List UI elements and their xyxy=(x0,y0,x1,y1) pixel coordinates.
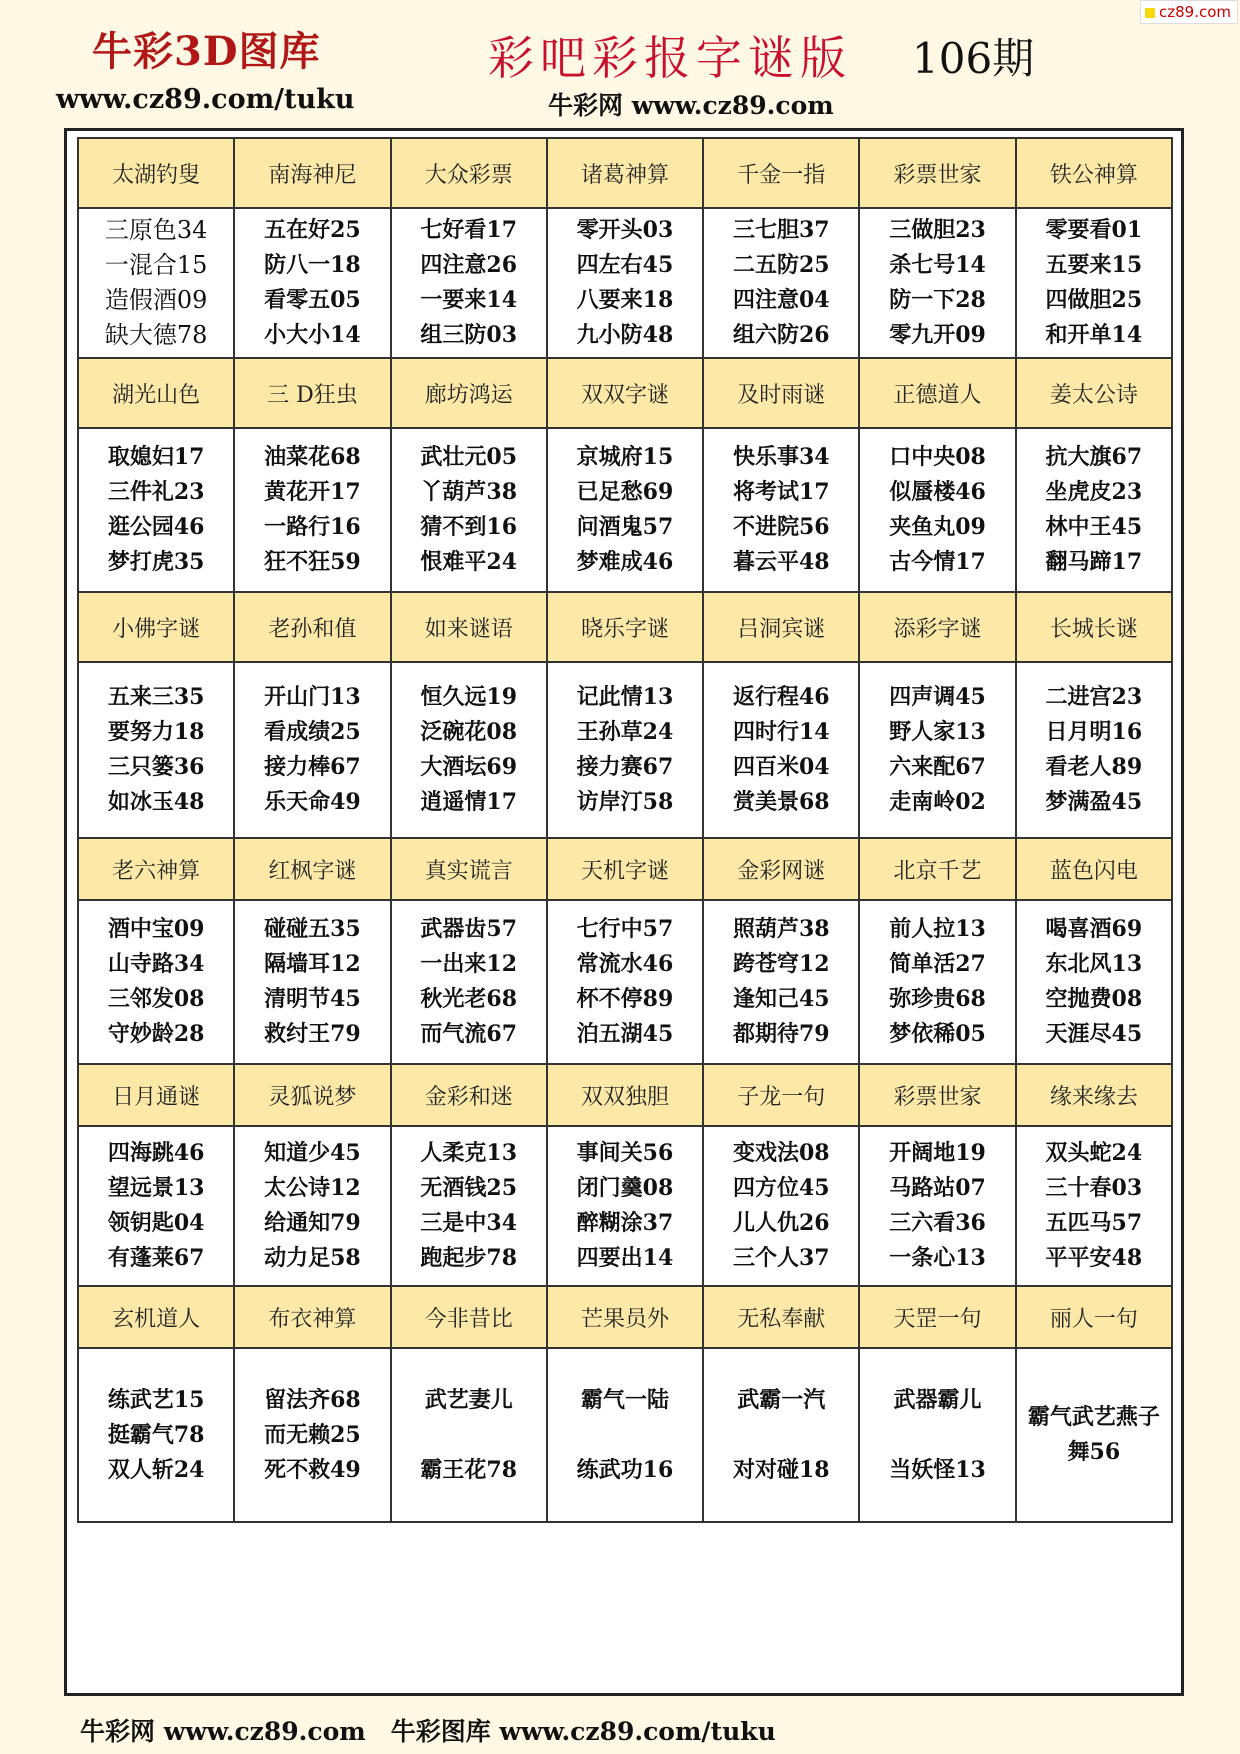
clue-line: 夹鱼丸09 xyxy=(889,514,986,540)
clue-line: 隔墙耳12 xyxy=(264,951,361,977)
clue-line: 口中央08 xyxy=(889,444,986,470)
clue-line: 取媳妇17 xyxy=(107,444,205,470)
column-header: 廊坊鸿运 xyxy=(391,358,547,428)
clue-line: 梦依稀05 xyxy=(889,1021,986,1047)
clue-line: 留法齐68 xyxy=(264,1386,361,1413)
clue-line: 三做胆23 xyxy=(889,217,986,243)
clue-line: 逛公园46 xyxy=(107,514,205,540)
clue-line: 恒久远19 xyxy=(420,684,518,710)
column-header: 千金一指 xyxy=(703,138,859,208)
clue-line: 防一下28 xyxy=(889,287,986,313)
clue-line: 三只篓36 xyxy=(107,754,205,780)
clue-line: 梦难成46 xyxy=(576,549,674,575)
clue-cell xyxy=(391,1348,547,1522)
clue-cell xyxy=(703,900,859,1064)
clue-line: 林中王45 xyxy=(1045,514,1143,540)
clue-line: 开山门13 xyxy=(264,684,361,710)
clue-line: 山寺路34 xyxy=(107,951,205,977)
clue-line: 小大小14 xyxy=(264,322,361,348)
column-header: 小佛字谜 xyxy=(78,592,234,662)
column-header: 蓝色闪电 xyxy=(1016,838,1172,900)
header-row xyxy=(78,1286,1172,1348)
clue-line: 一要来14 xyxy=(420,287,518,313)
header-row xyxy=(78,1064,1172,1126)
column-header: 金彩和迷 xyxy=(391,1064,547,1126)
clue-line: 守妙龄28 xyxy=(107,1021,205,1047)
clue-line: 三邻发08 xyxy=(107,986,205,1012)
header-row xyxy=(78,838,1172,900)
column-header: 添彩字谜 xyxy=(859,592,1015,662)
clue-line: 双头蛇24 xyxy=(1045,1140,1143,1166)
clue-line: 杀七号14 xyxy=(889,252,986,278)
column-header: 吕洞宾谜 xyxy=(703,592,859,662)
clue-row xyxy=(78,1348,1172,1522)
clue-cell xyxy=(703,1348,859,1522)
clue-line: 而无赖25 xyxy=(264,1421,361,1448)
clue-line: 王孙草24 xyxy=(576,719,674,745)
clue-line: 不进院56 xyxy=(732,514,830,540)
clue-cell xyxy=(78,900,234,1064)
clue-line: 大酒坛69 xyxy=(420,754,518,780)
clue-line: 组三防03 xyxy=(420,322,518,348)
column-header: 老孙和值 xyxy=(234,592,390,662)
clue-line xyxy=(704,1418,858,1453)
clue-cell xyxy=(547,208,703,358)
clue-cell xyxy=(234,1348,390,1522)
column-header: 南海神尼 xyxy=(234,138,390,208)
clue-line: 有蓬莱67 xyxy=(107,1245,205,1271)
issue-number: 106期 xyxy=(912,34,1035,83)
clue-line: 乐天命49 xyxy=(264,789,361,815)
site-badge[interactable] xyxy=(1140,0,1238,24)
clue-line: 练武艺15 xyxy=(107,1386,205,1413)
column-header: 正德道人 xyxy=(859,358,1015,428)
clue-line: 霸王花78 xyxy=(420,1456,518,1483)
clue-line: 看老人89 xyxy=(1045,754,1143,780)
brand-title: 牛彩3D图库 xyxy=(92,28,321,75)
column-header: 湖光山色 xyxy=(78,358,234,428)
clue-line: 京城府15 xyxy=(576,444,674,470)
clue-line xyxy=(860,1418,1014,1453)
column-header: 玄机道人 xyxy=(78,1286,234,1348)
clue-line: 黄花开17 xyxy=(264,479,361,505)
clue-cell xyxy=(1016,1348,1172,1522)
clue-line: 儿人仇26 xyxy=(732,1210,830,1236)
clue-line: 开阔地19 xyxy=(889,1140,986,1166)
clue-cell xyxy=(547,1126,703,1286)
clue-cell xyxy=(859,428,1015,592)
clue-line: 野人家13 xyxy=(889,719,986,745)
clue-line: 一出来12 xyxy=(420,951,518,977)
clue-line: 一混合15 xyxy=(104,251,208,279)
clue-cell xyxy=(547,900,703,1064)
clue-line: 太公诗12 xyxy=(264,1175,361,1201)
clue-line: 接力赛67 xyxy=(576,754,674,780)
column-header: 无私奉献 xyxy=(703,1286,859,1348)
clue-line: 四时行14 xyxy=(732,719,830,745)
column-header: 红枫字谜 xyxy=(234,838,390,900)
clue-line: 一条心13 xyxy=(889,1245,986,1271)
clue-line: 翻马蹄17 xyxy=(1045,549,1143,575)
clue-line: 霸气武艺燕子 xyxy=(1027,1404,1160,1430)
clue-line: 梦打虎35 xyxy=(107,549,205,575)
column-header: 灵狐说梦 xyxy=(234,1064,390,1126)
column-header: 彩票世家 xyxy=(859,1064,1015,1126)
clue-line: 八要来18 xyxy=(576,287,674,313)
clue-line: 前人拉13 xyxy=(889,916,986,942)
column-header: 金彩网谜 xyxy=(703,838,859,900)
clue-line: 四做胆25 xyxy=(1045,287,1143,313)
brand-url[interactable]: www.cz89.com/tuku xyxy=(56,84,355,115)
column-header: 铁公神算 xyxy=(1016,138,1172,208)
clue-line: 似蜃楼46 xyxy=(889,479,986,505)
clue-line: 记此情13 xyxy=(576,684,674,710)
clue-line: 防八一18 xyxy=(264,252,361,278)
clue-cell xyxy=(859,662,1015,838)
clue-cell xyxy=(78,428,234,592)
column-header: 长城长谜 xyxy=(1016,592,1172,662)
column-header: 晓乐字谜 xyxy=(547,592,703,662)
clue-line: 跨苍穹12 xyxy=(732,951,830,977)
clue-line: 霸气一陆 xyxy=(580,1386,669,1413)
clue-line: 清明节45 xyxy=(264,986,361,1012)
column-header: 天机字谜 xyxy=(547,838,703,900)
column-header: 北京千艺 xyxy=(859,838,1015,900)
column-header: 双双字谜 xyxy=(547,358,703,428)
clue-line: 知道少45 xyxy=(264,1140,361,1166)
column-header: 及时雨谜 xyxy=(703,358,859,428)
column-header: 真实谎言 xyxy=(391,838,547,900)
clue-line: 五要来15 xyxy=(1045,252,1143,278)
clue-line: 弥珍贵68 xyxy=(889,986,986,1012)
clue-line: 四注意26 xyxy=(420,252,518,278)
clue-line: 三六看36 xyxy=(889,1210,986,1236)
yellow-square-icon xyxy=(1145,8,1155,18)
clue-line: 练武功16 xyxy=(576,1456,674,1483)
clue-line: 给通知79 xyxy=(264,1210,361,1236)
footer: 牛彩网 www.cz89.com 牛彩图库 www.cz89.com/tuku xyxy=(80,1717,776,1746)
clue-line: 而气流67 xyxy=(420,1021,518,1047)
clue-cell xyxy=(859,900,1015,1064)
site-badge-text: cz89.com xyxy=(1158,3,1231,21)
site-url[interactable]: 牛彩网 www.cz89.com xyxy=(548,91,834,120)
clue-line: 暮云平48 xyxy=(732,549,830,575)
clue-line: 天涯尽45 xyxy=(1045,1021,1143,1047)
clue-line: 三原色34 xyxy=(104,216,208,244)
clue-line: 访岸汀58 xyxy=(576,789,674,815)
clue-cell xyxy=(391,208,547,358)
clue-cell xyxy=(1016,1126,1172,1286)
clue-line: 三十春03 xyxy=(1045,1175,1143,1201)
clue-line: 三是中34 xyxy=(420,1210,518,1236)
clue-line: 抗大旗67 xyxy=(1045,444,1143,470)
column-header: 布衣神算 xyxy=(234,1286,390,1348)
clue-line: 四要出14 xyxy=(576,1245,674,1271)
clue-cell xyxy=(391,428,547,592)
clue-line: 泊五湖45 xyxy=(576,1021,674,1047)
header-row xyxy=(78,358,1172,428)
clue-line: 将考试17 xyxy=(732,479,830,505)
column-header: 日月通谜 xyxy=(78,1064,234,1126)
clue-line: 组六防26 xyxy=(732,322,830,348)
clue-line: 快乐事34 xyxy=(732,444,830,470)
clue-cell xyxy=(234,208,390,358)
column-header: 太湖钓叟 xyxy=(78,138,234,208)
column-header: 三 D狂虫 xyxy=(234,358,390,428)
clue-cell xyxy=(1016,662,1172,838)
clue-line: 事间关56 xyxy=(576,1140,674,1166)
clue-line: 碰碰五35 xyxy=(264,916,361,942)
clue-cell xyxy=(547,1348,703,1522)
clue-line: 梦满盈45 xyxy=(1045,789,1143,815)
clue-line: 走南岭02 xyxy=(889,789,986,815)
column-header: 缘来缘去 xyxy=(1016,1064,1172,1126)
clue-cell xyxy=(391,662,547,838)
column-header: 大众彩票 xyxy=(391,138,547,208)
clue-line: 舞56 xyxy=(1067,1439,1121,1465)
clue-line: 对对碰18 xyxy=(732,1456,830,1483)
clue-line: 无酒钱25 xyxy=(420,1175,518,1201)
column-header: 老六神算 xyxy=(78,838,234,900)
clue-line: 空抛费08 xyxy=(1045,986,1143,1012)
clue-cell xyxy=(234,900,390,1064)
clue-line: 看成绩25 xyxy=(264,719,361,745)
column-header: 如来谜语 xyxy=(391,592,547,662)
clue-line: 二进宫23 xyxy=(1045,684,1143,710)
clue-line: 简单活27 xyxy=(889,951,986,977)
clue-cell xyxy=(547,662,703,838)
column-header: 今非昔比 xyxy=(391,1286,547,1348)
clue-cell xyxy=(859,1348,1015,1522)
clue-line: 武艺妻儿 xyxy=(424,1386,513,1413)
clue-line: 已足愁69 xyxy=(576,479,674,505)
column-header: 诸葛神算 xyxy=(547,138,703,208)
column-header: 姜太公诗 xyxy=(1016,358,1172,428)
clue-line: 看零五05 xyxy=(264,287,361,313)
clue-cell xyxy=(703,208,859,358)
clue-cell xyxy=(859,1126,1015,1286)
clue-line: 四方位45 xyxy=(732,1175,830,1201)
clue-line: 零开头03 xyxy=(576,217,674,243)
clue-line: 都期待79 xyxy=(732,1021,830,1047)
clue-line: 照葫芦38 xyxy=(732,916,830,942)
clue-line: 赏美景68 xyxy=(732,789,830,815)
clue-line: 接力棒67 xyxy=(264,754,361,780)
clue-line: 四百米04 xyxy=(732,754,830,780)
page-title: 彩吧彩报字谜版 xyxy=(488,31,852,85)
clue-line: 狂不狂59 xyxy=(264,549,361,575)
clue-row xyxy=(78,428,1172,592)
clue-cell xyxy=(703,1126,859,1286)
clue-cell xyxy=(1016,428,1172,592)
clue-line: 杯不停89 xyxy=(576,986,674,1012)
clue-line: 三七胆37 xyxy=(732,217,830,243)
clue-cell xyxy=(391,900,547,1064)
clue-line: 动力足58 xyxy=(264,1245,361,1271)
clue-row xyxy=(78,208,1172,358)
clue-line: 三件礼23 xyxy=(107,479,205,505)
clue-line: 坐虎皮23 xyxy=(1045,479,1143,505)
clue-line: 返行程46 xyxy=(732,684,830,710)
clue-cell xyxy=(78,662,234,838)
clue-line: 造假酒09 xyxy=(104,286,208,314)
clue-line: 醉糊涂37 xyxy=(576,1210,674,1236)
clue-line: 常流水46 xyxy=(576,951,674,977)
clue-line: 猜不到16 xyxy=(420,514,518,540)
clue-line: 四左右45 xyxy=(576,252,674,278)
clue-line: 武霸一汽 xyxy=(737,1386,826,1413)
clue-line xyxy=(548,1418,702,1453)
clue-line xyxy=(392,1418,546,1453)
clue-line: 五来三35 xyxy=(107,684,205,710)
clue-line: 五匹马57 xyxy=(1045,1210,1143,1236)
clue-line: 丫葫芦38 xyxy=(420,479,518,505)
clue-line: 油菜花68 xyxy=(264,444,361,470)
clue-line: 马路站07 xyxy=(889,1175,986,1201)
clue-cell xyxy=(78,1126,234,1286)
puzzle-table xyxy=(77,137,1173,1523)
clue-line: 零要看01 xyxy=(1045,217,1143,243)
clue-line: 和开单14 xyxy=(1045,322,1143,348)
clue-line: 跑起步78 xyxy=(420,1245,518,1271)
clue-line: 四海跳46 xyxy=(107,1140,205,1166)
clue-line: 望远景13 xyxy=(107,1175,205,1201)
column-header: 子龙一句 xyxy=(703,1064,859,1126)
clue-cell xyxy=(78,1348,234,1522)
clue-row xyxy=(78,1126,1172,1286)
clue-line: 问酒鬼57 xyxy=(576,514,674,540)
clue-line: 平平安48 xyxy=(1045,1245,1143,1271)
clue-line: 酒中宝09 xyxy=(107,916,205,942)
clue-row xyxy=(78,900,1172,1064)
clue-line: 缺大德78 xyxy=(104,321,208,349)
clue-line: 逢知己45 xyxy=(732,986,830,1012)
clue-line: 东北风13 xyxy=(1045,951,1143,977)
clue-cell xyxy=(234,1126,390,1286)
column-header: 双双独胆 xyxy=(547,1064,703,1126)
clue-line: 变戏法08 xyxy=(732,1140,830,1166)
column-header: 彩票世家 xyxy=(859,138,1015,208)
clue-cell xyxy=(391,1126,547,1286)
clue-line: 双人斩24 xyxy=(107,1456,205,1483)
clue-line: 五在好25 xyxy=(264,217,361,243)
clue-line: 逍遥情17 xyxy=(420,789,518,815)
clue-line: 死不救49 xyxy=(264,1456,361,1483)
clue-line: 四声调45 xyxy=(889,684,986,710)
clue-cell xyxy=(234,428,390,592)
clue-row xyxy=(78,662,1172,838)
clue-line: 武壮元05 xyxy=(420,444,518,470)
clue-line: 喝喜酒69 xyxy=(1045,916,1143,942)
column-header: 天罡一句 xyxy=(859,1286,1015,1348)
clue-cell xyxy=(1016,208,1172,358)
clue-line: 领钥匙04 xyxy=(107,1210,205,1236)
clue-line: 七好看17 xyxy=(420,217,518,243)
clue-line: 挺霸气78 xyxy=(107,1421,205,1448)
clue-line: 泛碗花08 xyxy=(420,719,518,745)
clue-line: 一路行16 xyxy=(264,514,361,540)
clue-line: 如冰玉48 xyxy=(107,789,205,815)
clue-line: 四注意04 xyxy=(732,287,830,313)
column-header: 丽人一句 xyxy=(1016,1286,1172,1348)
clue-line: 恨难平24 xyxy=(420,549,518,575)
clue-line: 六来配67 xyxy=(889,754,986,780)
clue-cell xyxy=(859,208,1015,358)
clue-cell xyxy=(234,662,390,838)
clue-line: 零九开09 xyxy=(889,322,986,348)
clue-line: 七行中57 xyxy=(576,916,674,942)
clue-cell xyxy=(703,428,859,592)
clue-cell xyxy=(78,208,234,358)
clue-cell xyxy=(703,662,859,838)
clue-line: 闭门羹08 xyxy=(576,1175,674,1201)
clue-cell xyxy=(547,428,703,592)
clue-line: 救纣王79 xyxy=(264,1021,361,1047)
clue-line: 日月明16 xyxy=(1045,719,1143,745)
column-header: 芒果员外 xyxy=(547,1286,703,1348)
clue-line: 秋光老68 xyxy=(420,986,518,1012)
puzzle-board xyxy=(64,128,1184,1696)
clue-line: 要努力18 xyxy=(107,719,205,745)
clue-line: 九小防48 xyxy=(576,322,674,348)
header-row xyxy=(78,138,1172,208)
header-row xyxy=(78,592,1172,662)
clue-cell xyxy=(1016,900,1172,1064)
clue-line: 当妖怪13 xyxy=(889,1456,986,1483)
clue-line: 古今情17 xyxy=(889,549,986,575)
clue-line: 二五防25 xyxy=(732,252,830,278)
clue-line: 人柔克13 xyxy=(420,1140,518,1166)
clue-line: 三个人37 xyxy=(732,1245,830,1271)
clue-line: 武器霸儿 xyxy=(893,1386,982,1413)
clue-line: 武器齿57 xyxy=(420,916,518,942)
